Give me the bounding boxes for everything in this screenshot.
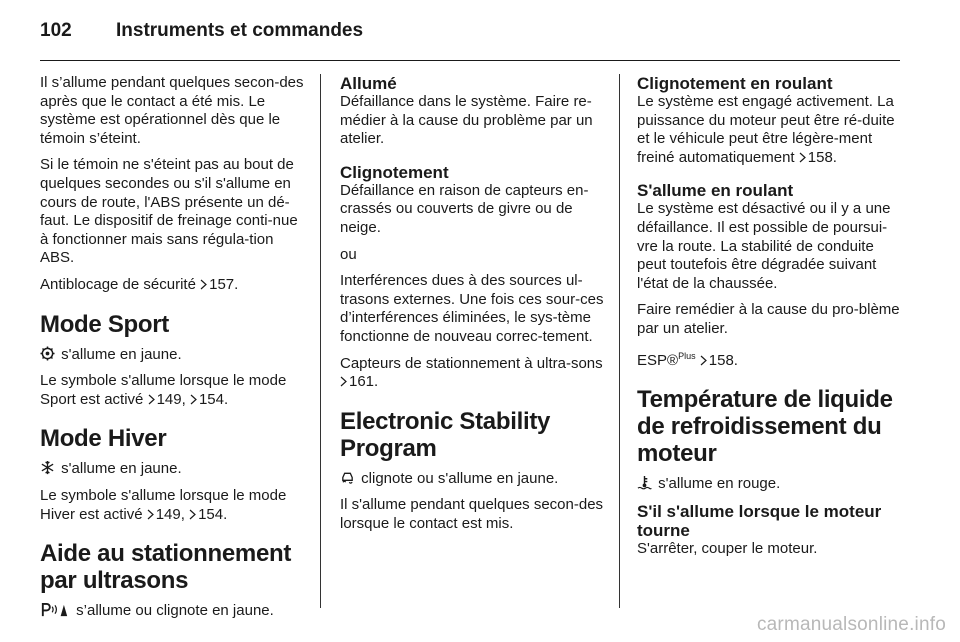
snowflake-icon bbox=[40, 460, 55, 475]
page-ref[interactable]: 157. bbox=[209, 275, 239, 293]
page-number: 102 bbox=[40, 20, 72, 41]
arrow-ref-icon bbox=[190, 394, 197, 405]
coolant-temp-icon bbox=[637, 475, 652, 490]
allume-block bbox=[340, 74, 606, 149]
allume-text: Défaillance dans le système. Faire re-médier à la cause du problème par un atelier. bbox=[340, 93, 593, 148]
subheading-clignotement: Clignotement bbox=[340, 162, 449, 182]
arrow-ref-icon bbox=[340, 376, 347, 387]
section-heading-hiver: Mode Hiver bbox=[40, 425, 167, 453]
page-ref[interactable]: 149, bbox=[156, 390, 186, 408]
page-ref[interactable]: 161. bbox=[349, 373, 379, 391]
hiver-description: Le symbole s'allume lorsque le mode Hiver est activé 149, 154. bbox=[40, 486, 287, 523]
subheading-allume-roulant: S'allume en roulant bbox=[637, 181, 794, 201]
temp-icon-line: s'allume en rouge. bbox=[637, 475, 907, 494]
watermark: carmanualsonline.info bbox=[756, 614, 946, 635]
section-heading-aide: Aide au stationnement par ultrasons bbox=[40, 540, 292, 595]
sport-icon-line: s'allume en jaune. bbox=[40, 346, 306, 365]
page-header bbox=[40, 20, 363, 44]
esp-car-skid-icon bbox=[340, 470, 355, 485]
clignotement-ou: ou bbox=[340, 245, 357, 263]
aide-icon-line: s’allume ou clignote en jaune. bbox=[40, 602, 306, 621]
column-divider-1 bbox=[320, 74, 321, 608]
parking-sensor-icon bbox=[40, 602, 70, 617]
section-heading-temperature: Température de liquide de refroidissement du moteur bbox=[637, 386, 893, 468]
page-ref[interactable]: 158. bbox=[807, 148, 837, 166]
roulant-text: Le système est engagé activement. La puissance du moteur peut être ré-duite et le véhicule peut être légère-ment freiné automatiquement 158. bbox=[637, 93, 895, 166]
allume-roulant-text: Le système est désactivé ou il y a une défaillance. Il est possible de poursui-vre la route. La stabilité de conduite peut toutefois être dégradée suivant l'état de la chaussée. bbox=[637, 200, 891, 292]
page-ref[interactable]: 154. bbox=[198, 390, 229, 408]
allume-roulant-block bbox=[637, 181, 907, 370]
clignotement-block bbox=[340, 163, 606, 392]
subheading-clignotement-roulant: Clignotement en roulant bbox=[637, 74, 833, 93]
page-ref[interactable]: 154. bbox=[198, 505, 228, 523]
subheading-moteur-tourne: S'il s'allume lorsque le moteur tourne bbox=[637, 501, 882, 540]
arrow-ref-icon bbox=[200, 279, 207, 290]
allume-roulant-text2: Faire remédier à la cause du pro-blème par un atelier. bbox=[637, 301, 900, 337]
subheading-allume: Allumé bbox=[340, 74, 397, 93]
page-title: Instruments et commandes bbox=[116, 20, 364, 41]
header-divider bbox=[40, 60, 900, 61]
abs-paragraph-1: Il s’allume pendant quelques secon-des après que le contact a été mis. Le système est opérationnel dès que le témoin s’éteint. bbox=[40, 74, 304, 147]
arrow-ref-icon bbox=[700, 355, 707, 366]
esp-text: Il s'allume pendant quelques secon-des lorsque le contact est mis. bbox=[340, 496, 604, 532]
page-ref[interactable]: 158. bbox=[708, 351, 738, 369]
esp-icon-line: clignote ou s'allume en jaune. bbox=[340, 470, 606, 489]
arrow-ref-icon bbox=[189, 509, 196, 520]
arrow-ref-icon bbox=[148, 394, 155, 405]
section-heading-sport: Mode Sport bbox=[40, 310, 169, 338]
column-3 bbox=[637, 74, 907, 566]
arrow-ref-icon bbox=[147, 509, 154, 520]
page-ref[interactable]: 149, bbox=[155, 505, 185, 523]
arrow-ref-icon bbox=[799, 152, 806, 163]
hiver-icon-line: s'allume en jaune. bbox=[40, 460, 306, 479]
column-divider-2 bbox=[619, 74, 620, 608]
roulant-block bbox=[637, 74, 907, 167]
clignotement-text: Défaillance en raison de capteurs en-crassés ou couverts de givre ou de neige. bbox=[340, 181, 589, 236]
abs-paragraph-2: Si le témoin ne s'éteint pas au bout de quelques secondes ou s'il s'allume en cours de route, l'ABS présente un dé-faut. Le dispositif de freinage conti-nue à fonctionner mais sans régula-tion ABS. bbox=[40, 156, 298, 267]
moteur-text: S'arrêter, couper le moteur. bbox=[637, 539, 818, 557]
sport-description: Le symbole s'allume lorsque le mode Sport est activé 149, 154. bbox=[40, 372, 287, 408]
clignotement-text3: Capteurs de stationnement à ultra-sons 161. bbox=[340, 354, 603, 391]
clignotement-text2: Interférences dues à des sources ul-trasons externes. Une fois ces sour-ces d’interférences éliminées, le sys-tème fonctionne de nouveau correc-tement. bbox=[340, 272, 604, 345]
column-2 bbox=[340, 74, 606, 542]
esp-plus-reference: ESP®$^{Plus}$ 158. bbox=[637, 350, 738, 369]
section-heading-esp: Electronic Stability Program bbox=[340, 407, 551, 462]
sport-mode-icon bbox=[40, 346, 55, 361]
column-1 bbox=[40, 74, 306, 629]
abs-reference: Antiblocage de sécurité 157. bbox=[40, 275, 239, 293]
